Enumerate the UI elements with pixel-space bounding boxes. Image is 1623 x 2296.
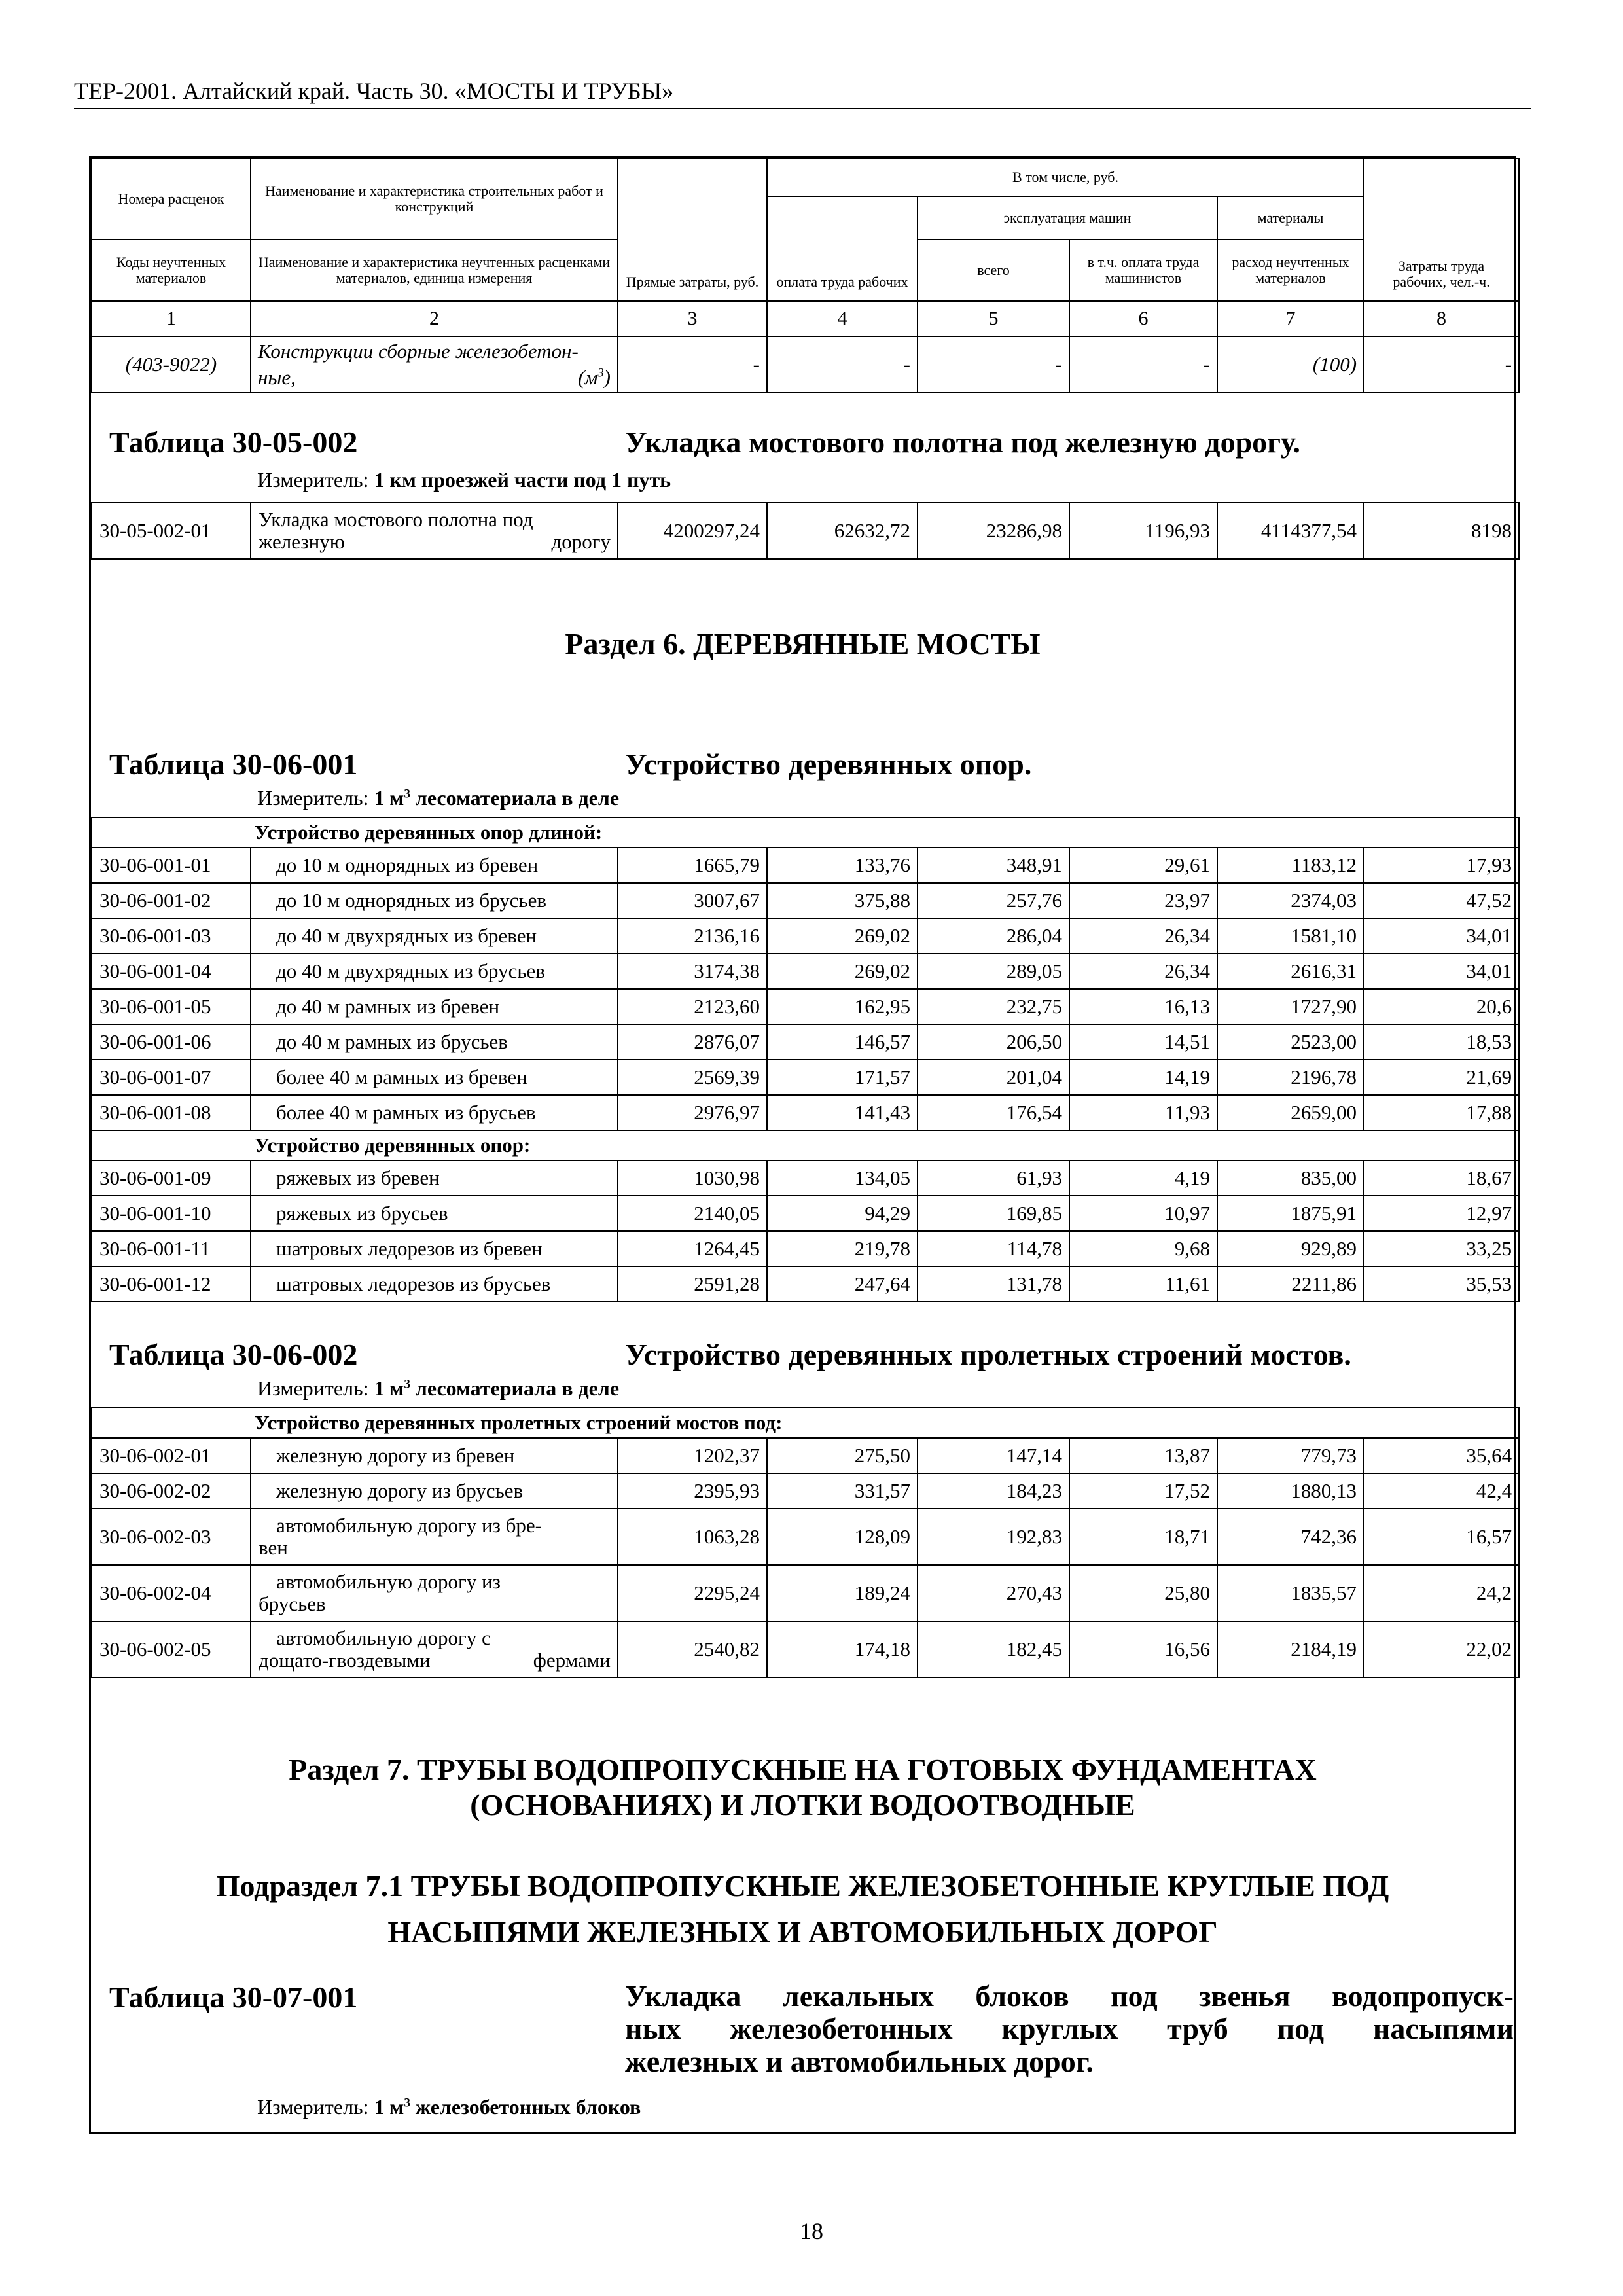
- table-row: [92, 1565, 1519, 1621]
- materials-cost: 929,89: [1217, 1231, 1364, 1266]
- row-name: Укладка мостового полотна под железную дорогу: [251, 503, 618, 559]
- col2-bottom-header: Наименование и характеристика неучтенных расценками материалов, единица измерения: [251, 240, 618, 301]
- table-30-06-001-measure: Измеритель: 1 $м^3$ лесоматериала в деле: [257, 786, 620, 810]
- row-code: 30-06-001-10: [92, 1196, 251, 1231]
- machines-total: 23286,98: [918, 503, 1069, 559]
- row-code: 30-06-001-07: [92, 1060, 251, 1095]
- direct-cost: 4200297,24: [618, 503, 767, 559]
- table-row: [92, 1160, 1519, 1196]
- labor-cost: 17,93: [1364, 848, 1519, 883]
- table-30-05-002-title: Укладка мостового полотна под железную дорогу.: [625, 425, 1300, 459]
- row-code: 30-06-001-05: [92, 989, 251, 1024]
- worker-pay: 94,29: [767, 1196, 918, 1231]
- worker-pay: 62632,72: [767, 503, 918, 559]
- materials-cost: 2184,19: [1217, 1621, 1364, 1677]
- direct-cost: 2295,24: [618, 1565, 767, 1621]
- col-number: 3: [618, 301, 767, 336]
- labor-cost: 24,2: [1364, 1565, 1519, 1621]
- labor-cost: 21,69: [1364, 1060, 1519, 1095]
- machinist-pay: 26,34: [1069, 954, 1217, 989]
- direct-cost: 1030,98: [618, 1160, 767, 1196]
- price-sheet: [89, 156, 1516, 2134]
- labor-cost: 8198: [1364, 503, 1519, 559]
- row-name: ряжевых из брусьев: [251, 1196, 618, 1231]
- direct-cost: 2136,16: [618, 918, 767, 954]
- labor-cost: 42,4: [1364, 1473, 1519, 1509]
- machinist-pay: 16,56: [1069, 1621, 1217, 1677]
- labor-cost: 35,53: [1364, 1266, 1519, 1302]
- col-number: 2: [251, 301, 618, 336]
- materials-cost: 1581,10: [1217, 918, 1364, 954]
- machinist-pay: 13,87: [1069, 1438, 1217, 1473]
- table-row: [92, 848, 1519, 883]
- machines-total: 289,05: [918, 954, 1069, 989]
- direct-cost: 2591,28: [618, 1266, 767, 1302]
- row-code: 30-06-001-06: [92, 1024, 251, 1060]
- direct-cost: 1665,79: [618, 848, 767, 883]
- machines-total: 348,91: [918, 848, 1069, 883]
- table-row: [92, 1024, 1519, 1060]
- row-name: более 40 м рамных из бревен: [251, 1060, 618, 1095]
- table-row: [92, 1266, 1519, 1302]
- direct-cost-header: Прямые затраты, руб.: [618, 158, 767, 301]
- table-row: [92, 1095, 1519, 1130]
- row-name: до 40 м двухрядных из брусьев: [251, 954, 618, 989]
- direct-cost: 2569,39: [618, 1060, 767, 1095]
- worker-pay: 269,02: [767, 918, 918, 954]
- row-name: до 40 м двухрядных из бревен: [251, 918, 618, 954]
- materials-cost: 835,00: [1217, 1160, 1364, 1196]
- worker-pay: 189,24: [767, 1565, 918, 1621]
- materials-cost: 1875,91: [1217, 1196, 1364, 1231]
- machinist-pay: 9,68: [1069, 1231, 1217, 1266]
- row-code: 30-06-001-09: [92, 1160, 251, 1196]
- table-30-06-001-label: Таблица 30-06-001: [109, 747, 358, 781]
- machines-total-header: всего: [918, 240, 1069, 301]
- col2-top-header: Наименование и характеристика строительных работ и конструкций: [251, 158, 618, 240]
- labor-cost: 16,57: [1364, 1509, 1519, 1565]
- machines-total: 201,04: [918, 1060, 1069, 1095]
- materials-cost: 2196,78: [1217, 1060, 1364, 1095]
- col1-bottom-header: Коды неучтенных материалов: [92, 240, 251, 301]
- direct-cost: 2976,97: [618, 1095, 767, 1130]
- row-code: 30-05-002-01: [92, 503, 251, 559]
- materials-cost: (100): [1217, 336, 1364, 393]
- row-name: до 10 м однорядных из брусьев: [251, 883, 618, 918]
- worker-pay: 375,88: [767, 883, 918, 918]
- table-row: [92, 989, 1519, 1024]
- row-name: до 40 м рамных из бревен: [251, 989, 618, 1024]
- labor-cost: -: [1364, 336, 1519, 393]
- machines-total: 206,50: [918, 1024, 1069, 1060]
- table-row: [92, 503, 1519, 559]
- row-code: 30-06-002-02: [92, 1473, 251, 1509]
- machines-total: 192,83: [918, 1509, 1069, 1565]
- table-30-07-001-title: Укладка лекальных блоков под звенья водопропуск- ных железобетонных круглых труб под насыпями железных и автомобильных дорог.: [625, 1979, 1514, 2078]
- material-code: (403-9022): [92, 336, 251, 393]
- machinist-pay: 25,80: [1069, 1565, 1217, 1621]
- machines-total: 270,43: [918, 1565, 1069, 1621]
- materials-cost: 2659,00: [1217, 1095, 1364, 1130]
- direct-cost: 2876,07: [618, 1024, 767, 1060]
- machinist-pay: 29,61: [1069, 848, 1217, 883]
- row-name: ряжевых из бревен: [251, 1160, 618, 1196]
- worker-pay: 219,78: [767, 1231, 918, 1266]
- table-30-06-002-title: Устройство деревянных пролетных строений мостов.: [625, 1338, 1351, 1371]
- header-table: [91, 158, 1520, 393]
- labor-cost: 18,53: [1364, 1024, 1519, 1060]
- row-code: 30-06-002-05: [92, 1621, 251, 1677]
- machinist-pay: 11,93: [1069, 1095, 1217, 1130]
- row-code: 30-06-001-08: [92, 1095, 251, 1130]
- machinist-pay: 17,52: [1069, 1473, 1217, 1509]
- materials-cost: 4114377,54: [1217, 503, 1364, 559]
- table-30-07-001-measure: Измеритель: 1 $м^3$ железобетонных блоков: [257, 2095, 641, 2119]
- direct-cost: 3007,67: [618, 883, 767, 918]
- row-name: автомобильную дорогу из брусьев: [251, 1565, 618, 1621]
- group-heading: Устройство деревянных опор длиной:: [92, 817, 1519, 848]
- table-30-05-002-label: Таблица 30-05-002: [109, 425, 358, 459]
- table-30-06-002-label: Таблица 30-06-002: [109, 1338, 358, 1371]
- in-total-header: В том числе, руб.: [767, 158, 1364, 196]
- labor-cost: 12,97: [1364, 1196, 1519, 1231]
- section-7-title: Раздел 7. ТРУБЫ ВОДОПРОПУСКНЫЕ НА ГОТОВЫХ ФУНДАМЕНТАХ (ОСНОВАНИЯХ) И ЛОТКИ ВОДООТВОДНЫЕ: [289, 1753, 1317, 1821]
- direct-cost: -: [618, 336, 767, 393]
- material-row: [92, 336, 1519, 393]
- machinist-pay: 16,13: [1069, 989, 1217, 1024]
- machines-total: 131,78: [918, 1266, 1069, 1302]
- material-name: Конструкции сборные железобетон- ные, $(м^3)$: [251, 336, 618, 393]
- machinist-pay: 4,19: [1069, 1160, 1217, 1196]
- worker-pay: 331,57: [767, 1473, 918, 1509]
- machinist-pay: -: [1069, 336, 1217, 393]
- page-number: 18: [800, 2218, 823, 2244]
- machinist-pay-header: в т.ч. оплата труда машинистов: [1069, 240, 1217, 301]
- direct-cost: 1264,45: [618, 1231, 767, 1266]
- labor-cost: 35,64: [1364, 1438, 1519, 1473]
- machines-total: 147,14: [918, 1438, 1069, 1473]
- row-code: 30-06-001-02: [92, 883, 251, 918]
- col-number: 1: [92, 301, 251, 336]
- machines-total: -: [918, 336, 1069, 393]
- group-heading: Устройство деревянных пролетных строений мостов под:: [92, 1408, 1519, 1438]
- row-code: 30-06-001-11: [92, 1231, 251, 1266]
- direct-cost: 2123,60: [618, 989, 767, 1024]
- table-row: [92, 1509, 1519, 1565]
- labor-cost: 20,6: [1364, 989, 1519, 1024]
- machines-total: 176,54: [918, 1095, 1069, 1130]
- row-code: 30-06-001-03: [92, 918, 251, 954]
- materials-cost: 2374,03: [1217, 883, 1364, 918]
- machines-total: 114,78: [918, 1231, 1069, 1266]
- machinist-pay: 18,71: [1069, 1509, 1217, 1565]
- materials-cost: 779,73: [1217, 1438, 1364, 1473]
- page-header: ТЕР-2001. Алтайский край. Часть 30. «МОСТЫ И ТРУБЫ»: [74, 74, 1531, 109]
- machines-total: 257,76: [918, 883, 1069, 918]
- labor-cost-header: Затраты труда рабочих, чел.-ч.: [1364, 158, 1519, 301]
- col-number: 6: [1069, 301, 1217, 336]
- row-code: 30-06-002-01: [92, 1438, 251, 1473]
- col-number: 7: [1217, 301, 1364, 336]
- col1-top-header: Номера расценок: [92, 158, 251, 240]
- labor-cost: 33,25: [1364, 1231, 1519, 1266]
- worker-pay: 275,50: [767, 1438, 918, 1473]
- labor-cost: 17,88: [1364, 1095, 1519, 1130]
- machines-total: 182,45: [918, 1621, 1069, 1677]
- direct-cost: 3174,38: [618, 954, 767, 989]
- table-row: [92, 1231, 1519, 1266]
- worker-pay: 141,43: [767, 1095, 918, 1130]
- table-30-06-002-measure: Измеритель: 1 $м^3$ лесоматериала в деле: [257, 1376, 620, 1400]
- section-6-title: Раздел 6. ДЕРЕВЯННЫЕ МОСТЫ: [565, 627, 1041, 660]
- materials-cost: 742,36: [1217, 1509, 1364, 1565]
- machinist-pay: 26,34: [1069, 918, 1217, 954]
- worker-pay: 133,76: [767, 848, 918, 883]
- col-number: 4: [767, 301, 918, 336]
- col-number: 5: [918, 301, 1069, 336]
- row-name: автомобильную дорогу из бре- вен: [251, 1509, 618, 1565]
- materials-header: материалы: [1217, 196, 1364, 240]
- table-row: [92, 1621, 1519, 1677]
- materials-cost: 1727,90: [1217, 989, 1364, 1024]
- materials-cost: 2211,86: [1217, 1266, 1364, 1302]
- labor-cost: 34,01: [1364, 954, 1519, 989]
- worker-pay: 171,57: [767, 1060, 918, 1095]
- row-name: автомобильную дорогу с дощато-гвоздевыми фермами: [251, 1621, 618, 1677]
- column-numbers-row: [92, 301, 1519, 336]
- table-row: [92, 883, 1519, 918]
- materials-cost: 1880,13: [1217, 1473, 1364, 1509]
- row-name: до 10 м однорядных из бревен: [251, 848, 618, 883]
- row-name: более 40 м рамных из брусьев: [251, 1095, 618, 1130]
- worker-pay: 174,18: [767, 1621, 918, 1677]
- table-30-06-001: [91, 817, 1520, 1302]
- table-row: [92, 1473, 1519, 1509]
- labor-cost: 34,01: [1364, 918, 1519, 954]
- col-number: 8: [1364, 301, 1519, 336]
- machinist-pay: 23,97: [1069, 883, 1217, 918]
- table-30-07-001-label: Таблица 30-07-001: [109, 1981, 358, 2014]
- row-name: шатровых ледорезов из брусьев: [251, 1266, 618, 1302]
- machinist-pay: 1196,93: [1069, 503, 1217, 559]
- worker-pay-header: оплата труда рабочих: [767, 196, 918, 301]
- direct-cost: 1063,28: [618, 1509, 767, 1565]
- materials-cost: 2523,00: [1217, 1024, 1364, 1060]
- table-30-06-002: [91, 1407, 1520, 1678]
- table-30-06-001-title: Устройство деревянных опор.: [625, 747, 1032, 781]
- material-consumption-header: расход неучтенных материалов: [1217, 240, 1364, 301]
- worker-pay: 128,09: [767, 1509, 918, 1565]
- row-code: 30-06-001-01: [92, 848, 251, 883]
- machines-total: 232,75: [918, 989, 1069, 1024]
- labor-cost: 18,67: [1364, 1160, 1519, 1196]
- direct-cost: 2540,82: [618, 1621, 767, 1677]
- direct-cost: 2140,05: [618, 1196, 767, 1231]
- table-row: [92, 1060, 1519, 1095]
- row-name: железную дорогу из бревен: [251, 1438, 618, 1473]
- direct-cost: 1202,37: [618, 1438, 767, 1473]
- machines-total: 61,93: [918, 1160, 1069, 1196]
- subsection-7-1-title: Подраздел 7.1 ТРУБЫ ВОДОПРОПУСКНЫЕ ЖЕЛЕЗОБЕТОННЫЕ КРУГЛЫЕ ПОД НАСЫПЯМИ ЖЕЛЕЗНЫХ И АВТОМОБИЛЬНЫХ ДОРОГ: [216, 1869, 1389, 1948]
- machinist-pay: 14,19: [1069, 1060, 1217, 1095]
- worker-pay: 146,57: [767, 1024, 918, 1060]
- machinist-pay: 14,51: [1069, 1024, 1217, 1060]
- group-heading: Устройство деревянных опор:: [92, 1130, 1519, 1160]
- materials-cost: 1183,12: [1217, 848, 1364, 883]
- table-row: [92, 918, 1519, 954]
- table-row: [92, 1438, 1519, 1473]
- row-code: 30-06-002-03: [92, 1509, 251, 1565]
- row-code: 30-06-001-04: [92, 954, 251, 989]
- table-row: [92, 1196, 1519, 1231]
- machinist-pay: 10,97: [1069, 1196, 1217, 1231]
- labor-cost: 47,52: [1364, 883, 1519, 918]
- machines-total: 184,23: [918, 1473, 1069, 1509]
- row-code: 30-06-002-04: [92, 1565, 251, 1621]
- machines-total: 286,04: [918, 918, 1069, 954]
- row-code: 30-06-001-12: [92, 1266, 251, 1302]
- machines-header: эксплуатация машин: [918, 196, 1217, 240]
- labor-cost: 22,02: [1364, 1621, 1519, 1677]
- worker-pay: 134,05: [767, 1160, 918, 1196]
- row-name: до 40 м рамных из брусьев: [251, 1024, 618, 1060]
- worker-pay: -: [767, 336, 918, 393]
- direct-cost: 2395,93: [618, 1473, 767, 1509]
- table-30-05-002: [91, 502, 1520, 560]
- table-row: [92, 954, 1519, 989]
- worker-pay: 247,64: [767, 1266, 918, 1302]
- materials-cost: 1835,57: [1217, 1565, 1364, 1621]
- machines-total: 169,85: [918, 1196, 1069, 1231]
- machinist-pay: 11,61: [1069, 1266, 1217, 1302]
- worker-pay: 162,95: [767, 989, 918, 1024]
- materials-cost: 2616,31: [1217, 954, 1364, 989]
- row-name: железную дорогу из брусьев: [251, 1473, 618, 1509]
- row-name: шатровых ледорезов из бревен: [251, 1231, 618, 1266]
- table-30-05-002-measure: Измеритель: 1 км проезжей части под 1 путь: [257, 468, 671, 492]
- worker-pay: 269,02: [767, 954, 918, 989]
